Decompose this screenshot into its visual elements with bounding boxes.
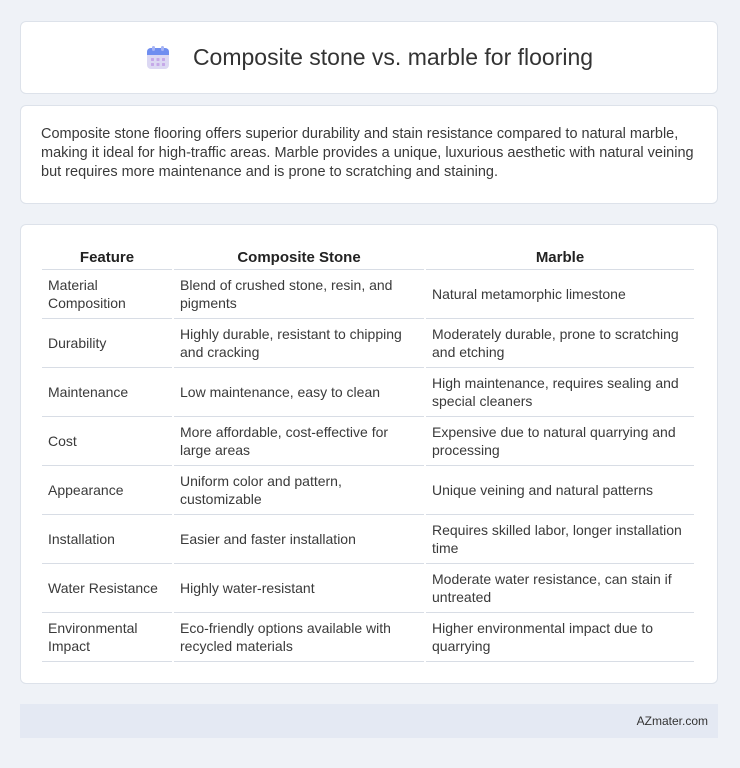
title-card xyxy=(20,21,718,94)
marble-cell: Natural metamorphic limestone xyxy=(426,270,694,319)
marble-cell: Moderate water resistance, can stain if untreated xyxy=(426,564,694,613)
composite-cell: Low maintenance, easy to clean xyxy=(174,368,424,417)
page-title: Composite stone vs. marble for flooring xyxy=(192,44,594,70)
composite-cell: More affordable, cost-effective for large areas xyxy=(174,417,424,466)
composite-cell: Highly durable, resistant to chipping and cracking xyxy=(174,319,424,368)
feature-cell: Appearance xyxy=(42,466,172,515)
composite-cell: Eco-friendly options available with recycled materials xyxy=(174,613,424,662)
table-row xyxy=(42,270,694,319)
table-row xyxy=(42,368,694,417)
table-header-row xyxy=(42,245,694,270)
feature-cell: Environmental Impact xyxy=(42,613,172,662)
feature-cell: Water Resistance xyxy=(42,564,172,613)
table-row xyxy=(42,466,694,515)
feature-cell: Cost xyxy=(42,417,172,466)
marble-cell: Moderately durable, prone to scratching and etching xyxy=(426,319,694,368)
summary-card xyxy=(20,105,718,204)
marble-cell: Expensive due to natural quarrying and processing xyxy=(426,417,694,466)
summary-text: Composite stone flooring offers superior durability and stain resistance compared to natural marble, making it ideal for high-traffic areas. Marble provides a unique, luxurious aesthetic with natural veining but requires more maintenance and is prone to scratching and staining. xyxy=(41,126,694,180)
composite-cell: Highly water-resistant xyxy=(174,564,424,613)
marble-cell: Requires skilled labor, longer installation time xyxy=(426,515,694,564)
header-feature: Feature xyxy=(42,245,172,270)
table-row xyxy=(42,613,694,662)
composite-cell: Uniform color and pattern, customizable xyxy=(174,466,424,515)
marble-cell: Unique veining and natural patterns xyxy=(426,466,694,515)
feature-cell: Material Composition xyxy=(42,270,172,319)
marble-cell: Higher environmental impact due to quarrying xyxy=(426,613,694,662)
comparison-table-card xyxy=(20,224,718,684)
calendar-icon xyxy=(145,45,171,71)
table-row xyxy=(42,319,694,368)
footer xyxy=(20,704,718,738)
comparison-table xyxy=(40,245,696,662)
marble-cell: High maintenance, requires sealing and special cleaners xyxy=(426,368,694,417)
feature-cell: Maintenance xyxy=(42,368,172,417)
table-row xyxy=(42,515,694,564)
table-row xyxy=(42,564,694,613)
feature-cell: Installation xyxy=(42,515,172,564)
table-row xyxy=(42,417,694,466)
composite-cell: Easier and faster installation xyxy=(174,515,424,564)
footer-site-link[interactable]: AZmater.com xyxy=(636,714,708,728)
header-marble: Marble xyxy=(426,245,694,270)
composite-cell: Blend of crushed stone, resin, and pigments xyxy=(174,270,424,319)
feature-cell: Durability xyxy=(42,319,172,368)
header-composite-stone: Composite Stone xyxy=(174,245,424,270)
